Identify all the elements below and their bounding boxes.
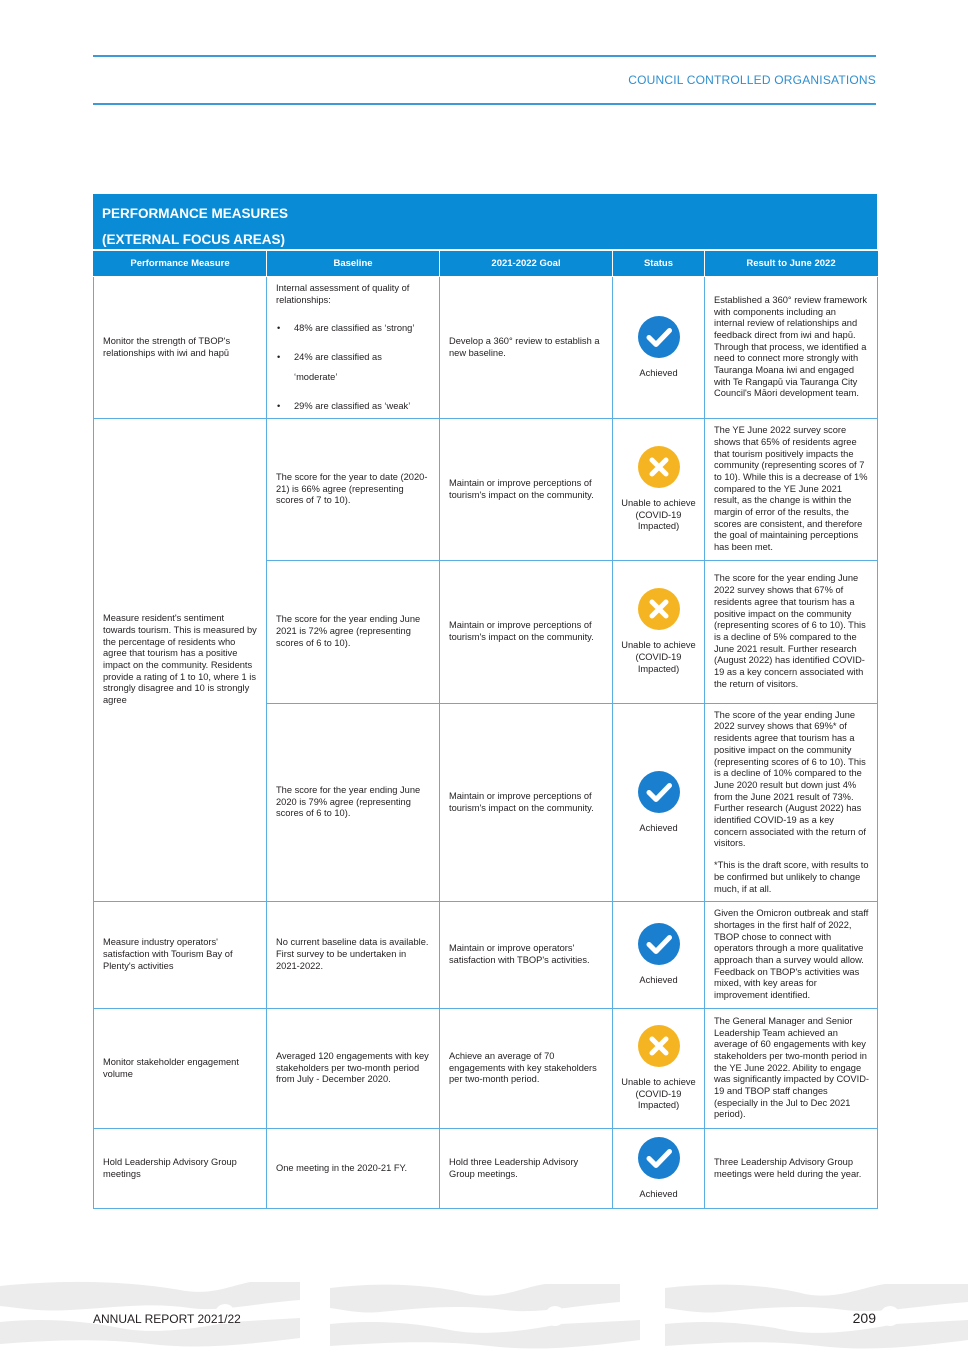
col-header-baseline: Baseline bbox=[267, 250, 440, 277]
check-circle-icon bbox=[638, 923, 680, 965]
result-cell bbox=[705, 704, 878, 902]
col-header-goal: 2021-2022 Goal bbox=[440, 250, 613, 277]
baseline-cell bbox=[267, 277, 440, 419]
result-cell: Three Leadership Advisory Group meetings were held during the year. bbox=[705, 1129, 878, 1209]
result-text: The score of the year ending June 2022 survey shows that 69%* of residents agree that tourism has a positive impact on the community (representing scores of 6 to 10). This is a decline of 10% compared to the June 2020 result but down just 4% from the June 2021 result of 73%. Further research (August 2022) has identified COVID-19 as a key concern associated with the return of visitors. bbox=[714, 709, 866, 849]
table-row bbox=[94, 277, 878, 419]
col-header-measure: Performance Measure bbox=[94, 250, 267, 277]
header-rule-top bbox=[93, 55, 876, 57]
page-number: 209 bbox=[852, 1310, 876, 1326]
status-cell bbox=[613, 1129, 705, 1209]
status-label: Unable to achieve (COVID-19 Impacted) bbox=[621, 1076, 696, 1111]
bullet-text-line2: ‘moderate’ bbox=[294, 371, 338, 382]
result-note: *This is the draft score, with results to be confirmed but unlikely to change much, if at all. bbox=[714, 860, 869, 894]
table-row bbox=[94, 1129, 878, 1209]
status-label: Achieved bbox=[639, 822, 678, 833]
list-item bbox=[276, 352, 431, 383]
baseline-cell: The score for the year ending June 2021 is 72% agree (representing scores of 6 to 10). bbox=[267, 561, 440, 704]
col-header-status: Status bbox=[613, 250, 705, 277]
baseline-cell: The score for the year to date (2020-21) is 66% agree (representing scores of 7 to 10). bbox=[267, 419, 440, 561]
baseline-cell: No current baseline data is available. First survey to be undertaken in 2021-2022. bbox=[267, 902, 440, 1009]
section-title: COUNCIL CONTROLLED ORGANISATIONS bbox=[628, 73, 876, 87]
goal-cell: Maintain or improve perceptions of tourism's impact on the community. bbox=[440, 419, 613, 561]
list-item bbox=[276, 323, 431, 335]
status-label: Achieved bbox=[639, 1188, 678, 1199]
status-cell bbox=[613, 561, 705, 704]
result-cell: The General Manager and Senior Leadership Team achieved an average of 60 engagements with key stakeholders per two-month period in the YE June 2022. Ability to engage was significantly impacted by COVID-19 and TBOP staff changes (especially in the Jul to Dec 2021 period). bbox=[705, 1009, 878, 1129]
table-title-line1: PERFORMANCE MEASURES bbox=[102, 206, 289, 221]
baseline-cell: The score for the year ending June 2020 is 79% agree (representing scores of 6 to 10). bbox=[267, 704, 440, 902]
baseline-cell: Averaged 120 engagements with key stakeholders per two-month period from July - December 2020. bbox=[267, 1009, 440, 1129]
measure-cell: Monitor the strength of TBOP's relationships with iwi and hapū bbox=[94, 277, 267, 419]
cross-circle-icon bbox=[638, 1025, 680, 1067]
status-cell bbox=[613, 1009, 705, 1129]
table-title bbox=[93, 194, 877, 249]
table-row bbox=[94, 1009, 878, 1129]
check-circle-icon bbox=[638, 316, 680, 358]
status-cell bbox=[613, 419, 705, 561]
baseline-intro: Internal assessment of quality of relationships: bbox=[276, 283, 410, 305]
status-cell bbox=[613, 277, 705, 419]
col-header-result: Result to June 2022 bbox=[705, 250, 878, 277]
bullet-text: 24% are classified as bbox=[294, 352, 382, 363]
measure-cell: Monitor stakeholder engagement volume bbox=[94, 1009, 267, 1129]
status-label: Unable to achieve (COVID-19 Impacted) bbox=[621, 497, 696, 532]
cross-circle-icon bbox=[638, 588, 680, 630]
status-label: Achieved bbox=[639, 367, 678, 378]
result-cell: The YE June 2022 survey score shows that 65% of residents agree that tourism positively impacts the community (representing scores of 7 to 10). While this is a decrease of 1% compared to the YE June 2021 result, as the change is within the margin of error of the results, the scores are consistent, and therefore the goal of maintaining perceptions has been met. bbox=[705, 419, 878, 561]
measures-grid bbox=[93, 249, 878, 1209]
result-cell: The score for the year ending June 2022 survey shows that 67% of residents agree that tourism has a positive impact on the community (representing scores of 6 to 10). This is a decline of 5% compared to the June 2021 result. Further research (August 2022) has identified COVID-19 as a key concern associated with the return of visitors. bbox=[705, 561, 878, 704]
footer-report-title: ANNUAL REPORT 2021/22 bbox=[93, 1312, 241, 1326]
result-cell: Established a 360° review framework with components including an internal review of relationships and feedback direct from iwi and hapū. Through that process, we identified a need to connect more strongly with Tauranga Moana iwi and engaged with Te Rangapū via Tauranga City Council's Māori development team. bbox=[705, 277, 878, 419]
status-cell bbox=[613, 704, 705, 902]
header-rule-bottom bbox=[93, 103, 876, 105]
status-label: Achieved bbox=[639, 975, 678, 986]
measure-cell: Hold Leadership Advisory Group meetings bbox=[94, 1129, 267, 1209]
goal-cell: Achieve an average of 70 engagements with key stakeholders per two-month period. bbox=[440, 1009, 613, 1129]
check-circle-icon bbox=[638, 1137, 680, 1179]
measure-cell: Measure resident's sentiment towards tourism. This is measured by the percentage of residents who agree that tourism has a positive impact on the community. Residents provide a rating of 1 to 10, where 1 is strongly disagree and 10 is strongly agree bbox=[94, 419, 267, 902]
baseline-cell: One meeting in the 2020-21 FY. bbox=[267, 1129, 440, 1209]
bullet-text: 29% are classified as ‘weak’ bbox=[294, 400, 411, 411]
measure-cell: Measure industry operators' satisfaction with Tourism Bay of Plenty's activities bbox=[94, 902, 267, 1009]
list-item bbox=[276, 401, 431, 413]
table-row bbox=[94, 419, 878, 561]
status-cell bbox=[613, 902, 705, 1009]
performance-measures-table bbox=[93, 194, 877, 1209]
status-label: Unable to achieve (COVID-19 Impacted) bbox=[621, 640, 696, 674]
table-header-row bbox=[94, 250, 878, 277]
check-circle-icon bbox=[638, 771, 680, 813]
goal-cell: Maintain or improve operators' satisfaction with TBOP's activities. bbox=[440, 902, 613, 1009]
goal-cell: Maintain or improve perceptions of tourism's impact on the community. bbox=[440, 704, 613, 902]
goal-cell: Maintain or improve perceptions of tourism's impact on the community. bbox=[440, 561, 613, 704]
goal-cell: Hold three Leadership Advisory Group meetings. bbox=[440, 1129, 613, 1209]
bullet-text: 48% are classified as ‘strong’ bbox=[294, 323, 415, 334]
table-row bbox=[94, 902, 878, 1009]
result-cell: Given the Omicron outbreak and staff shortages in the first half of 2022, TBOP chose to connect with operators through a more qualitative approach than a survey would allow. Feedback on TBOP's activities was mixed, with key areas for improvement identified. bbox=[705, 902, 878, 1009]
goal-cell: Develop a 360° review to establish a new baseline. bbox=[440, 277, 613, 419]
table-title-line2: (EXTERNAL FOCUS AREAS) bbox=[102, 232, 286, 247]
baseline-list bbox=[276, 323, 431, 412]
cross-circle-icon bbox=[638, 446, 680, 488]
